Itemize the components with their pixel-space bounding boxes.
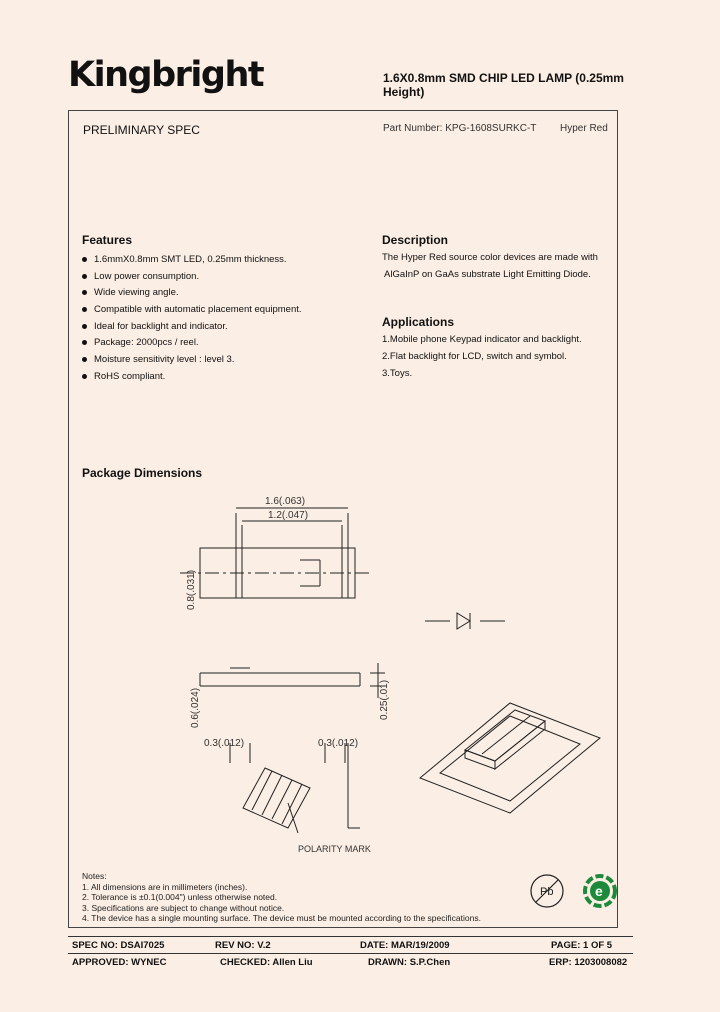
polarity-pad — [243, 768, 310, 828]
preliminary-label: PRELIMINARY SPEC — [83, 123, 200, 137]
list-item: Package: 2000pcs / reel. — [82, 337, 372, 354]
list-item: RoHS compliant. — [82, 371, 372, 388]
pb-label: Pb — [540, 886, 554, 898]
drawn-by: DRAWN: S.P.Chen — [368, 957, 451, 968]
lead-free-icon — [529, 873, 565, 909]
notes-heading: Notes: — [82, 871, 107, 881]
note-item: 3. Specifications are subject to change without notice. — [82, 902, 285, 913]
document-title: 1.6X0.8mm SMD CHIP LED LAMP (0.25mm Height) — [383, 71, 624, 99]
package-drawing — [170, 488, 610, 858]
spec-number: SPEC NO: DSAI7025 — [72, 940, 165, 951]
kingbright-logo: Kingbright — [68, 55, 264, 95]
features-list — [82, 254, 372, 388]
notes-block — [82, 871, 481, 924]
dim-height-label: 0.25(.01) — [379, 679, 390, 720]
rohs-icon — [582, 873, 618, 909]
dim-overall-label: 1.6(.063) — [265, 496, 306, 507]
application-item: 2.Flat backlight for LCD, switch and symbol. — [382, 351, 567, 362]
iso-carrier — [420, 703, 600, 813]
list-item: Ideal for backlight and indicator. — [82, 321, 372, 338]
application-item: 1.Mobile phone Keypad indicator and backlight. — [382, 334, 582, 345]
footer-divider — [68, 936, 633, 937]
erp-number: ERP: 1203008082 — [549, 957, 628, 968]
dim-width-label: 0.8(.031) — [186, 569, 197, 610]
dim-pad-left-label: 0.3(.012) — [204, 738, 245, 749]
diode-symbol-icon — [457, 613, 470, 629]
list-item: Moisture sensitivity level : level 3. — [82, 354, 372, 371]
applications-heading: Applications — [382, 315, 455, 329]
led-color: Hyper Red — [560, 123, 608, 134]
note-item: 1. All dimensions are in millimeters (inches). — [82, 881, 248, 892]
footer-divider — [68, 953, 633, 954]
document-date: DATE: MAR/19/2009 — [360, 940, 450, 951]
polarity-mark-label: POLARITY MARK — [298, 844, 371, 854]
list-item: Compatible with automatic placement equipment. — [82, 304, 372, 321]
part-number: Part Number: KPG-1608SURKC-T — [383, 123, 537, 134]
list-item: Wide viewing angle. — [82, 287, 372, 304]
list-item: 1.6mmX0.8mm SMT LED, 0.25mm thickness. — [82, 254, 372, 271]
note-item: 4. The device has a single mounting surface. The device must be mounted according to the specifications. — [82, 913, 481, 923]
dim-pad-right-label: 0.3(.012) — [318, 738, 359, 749]
description-line-1: The Hyper Red source color devices are made with — [382, 252, 598, 263]
description-line-2: AlGaInP on GaAs substrate Light Emitting Diode. — [384, 269, 591, 280]
list-item: Low power consumption. — [82, 271, 372, 288]
application-item: 3.Toys. — [382, 368, 413, 379]
approved-by: APPROVED: WYNEC — [72, 957, 167, 968]
checked-by: CHECKED: Allen Liu — [220, 957, 313, 968]
description-heading: Description — [382, 233, 449, 247]
rohs-label: e — [595, 883, 603, 899]
dim-body-label: 1.2(.047) — [268, 510, 309, 521]
dim-total-height-label: 0.6(.024) — [190, 687, 201, 728]
revision-number: REV NO: V.2 — [215, 940, 271, 951]
page-number: PAGE: 1 OF 5 — [551, 940, 613, 951]
note-item: 2. Tolerance is ±0.1(0.004") unless otherwise noted. — [82, 892, 278, 902]
package-dimensions-heading: Package Dimensions — [82, 466, 203, 480]
polarity-leader — [288, 803, 298, 833]
features-heading: Features — [82, 233, 133, 247]
